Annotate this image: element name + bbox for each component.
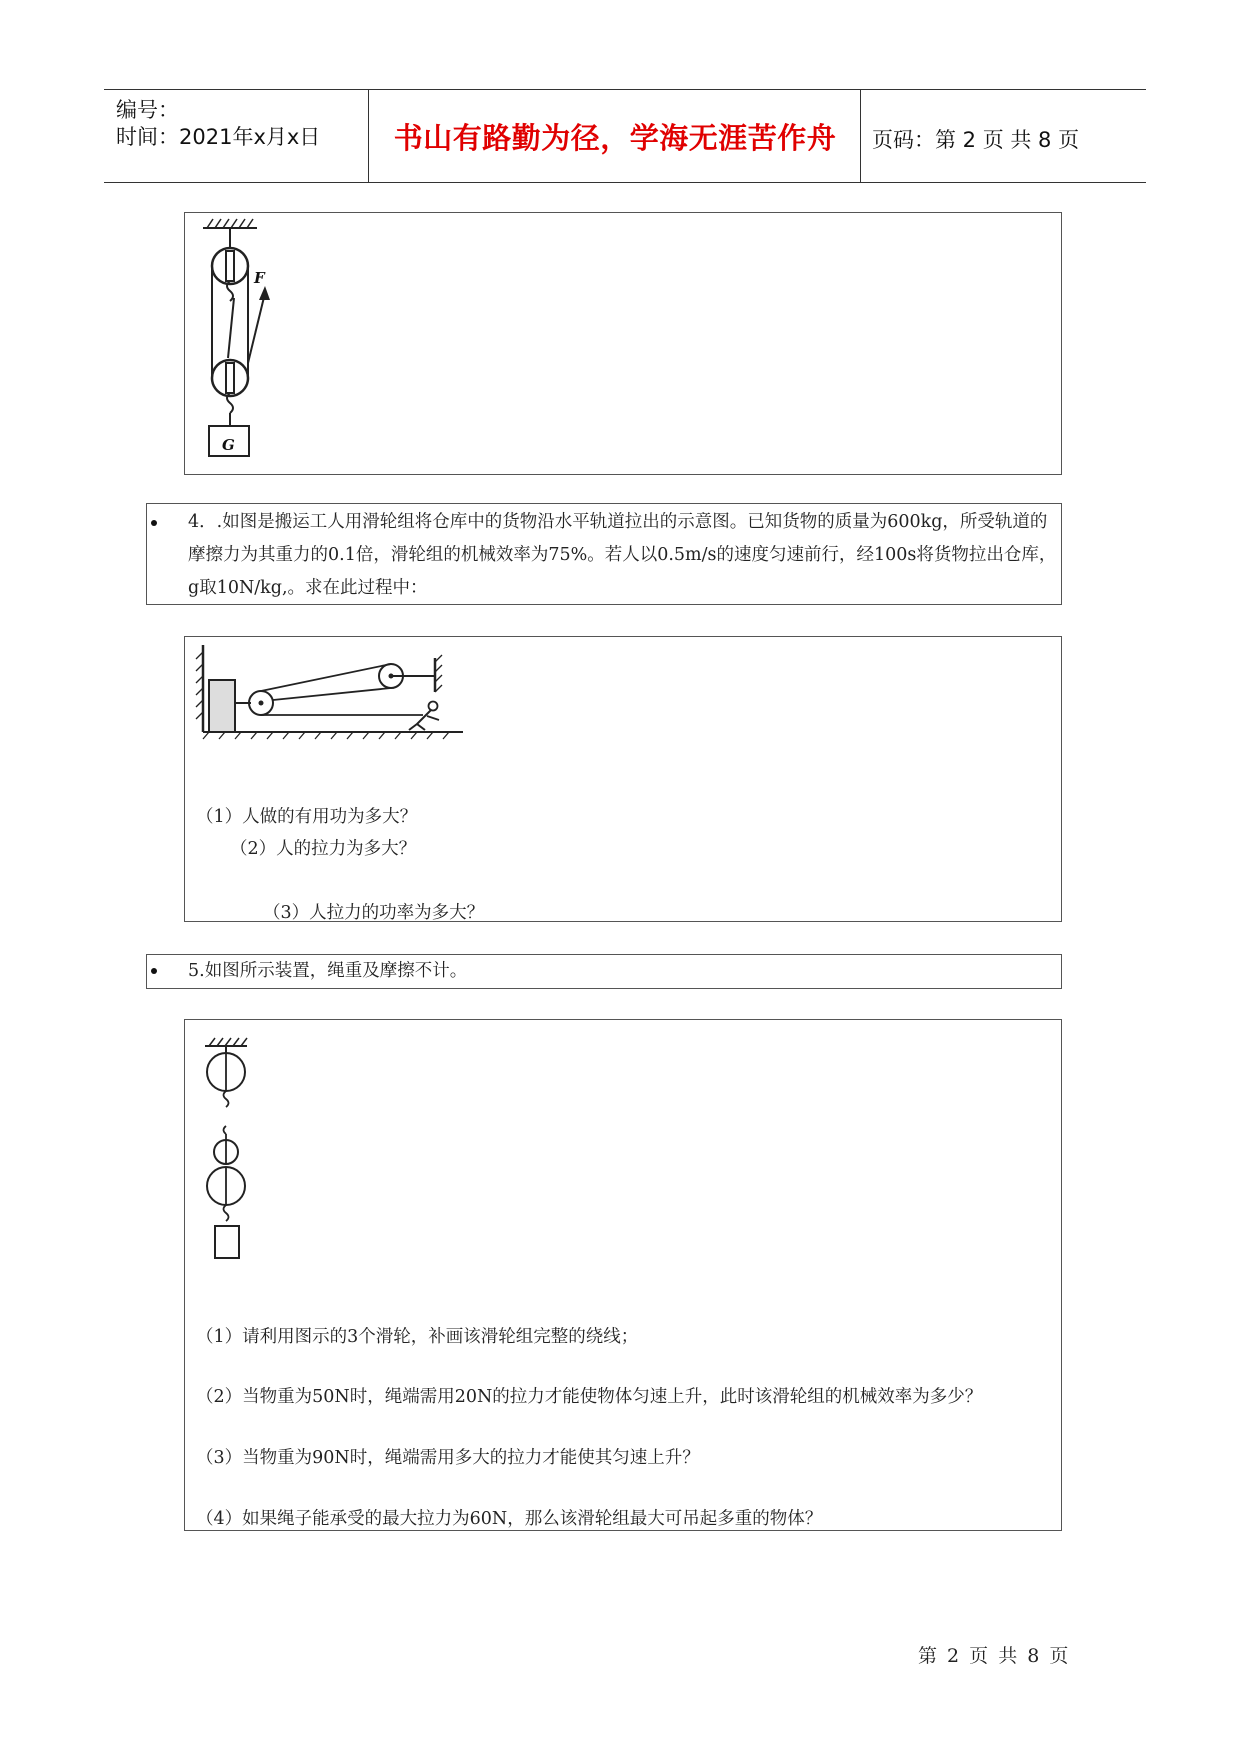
question-5-sub-3: （3）当物重为90N时，绳端需用多大的拉力才能使其匀速上升？	[196, 1448, 700, 1468]
question-5-sub-2: （2）当物重为50N时，绳端需用20N的拉力才能使物体匀速上升，此时该滑轮组的机械效率为多少？	[196, 1387, 983, 1407]
question-4-sub-3: （3）人拉力的功率为多大？	[263, 903, 485, 923]
three-pulley-figure	[197, 1034, 267, 1274]
weight-label: G	[222, 436, 235, 454]
header-motto: 书山有路勤为径，学海无涯苦作舟	[393, 121, 837, 155]
horizontal-pulley-figure	[195, 640, 465, 740]
question-4-sub-1: （1）人做的有用功为多大？	[196, 807, 418, 827]
question-4-figure-box	[184, 636, 1062, 922]
question-5-text: 5.如图所示装置，绳重及摩擦不计。	[188, 961, 468, 981]
question-5-sub-4: （4）如果绳子能承受的最大拉力为60N，那么该滑轮组最大可吊起多重的物体？	[196, 1509, 823, 1529]
header-divider-right	[860, 89, 861, 182]
header-top-rule	[104, 89, 1146, 90]
pulley-system-figure-1	[195, 218, 315, 468]
header-bottom-rule	[104, 182, 1146, 183]
figure-1-box	[184, 212, 1062, 475]
force-label: F	[254, 269, 265, 287]
question-4-bullet	[151, 520, 157, 526]
header-divider-left	[368, 89, 369, 182]
document-number-label: 编号：	[116, 98, 179, 122]
question-5-sub-1: （1）请利用图示的3个滑轮，补画该滑轮组完整的绕线；	[196, 1327, 639, 1347]
footer-page-number: 第 2 页 共 8 页	[918, 1645, 1069, 1667]
question-4-sub-2: （2）人的拉力为多大？	[230, 839, 417, 859]
document-time-label: 时间：2021年x月x日	[116, 125, 321, 149]
question-4-text: 4．.如图是搬运工人用滑轮组将仓库中的货物沿水平轨道拉出的示意图。已知货物的质量为600kg，所受轨道的摩擦力为其重力的0.1倍，滑轮组的机械效率为75%。若人以0.5m/s的速度匀速前行，经100s将货物拉出仓库，g取10N/kg,。求在此过程中：	[188, 512, 1057, 598]
question-5-figure-box	[184, 1019, 1062, 1531]
question-5-bullet	[151, 968, 157, 974]
header-page-code: 页码：第 2 页 共 8 页	[872, 128, 1080, 152]
